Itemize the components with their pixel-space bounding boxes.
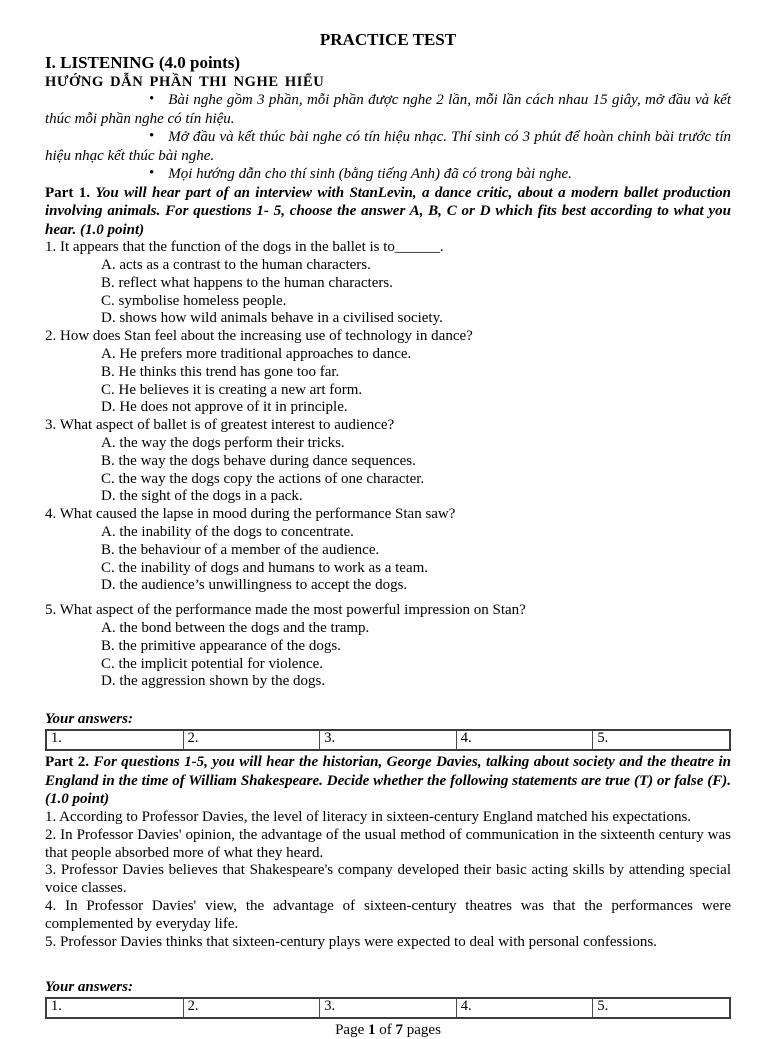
part2-intro bbox=[45, 753, 731, 809]
question-5 bbox=[45, 602, 731, 691]
option-c: C. the implicit potential for violence. bbox=[101, 655, 324, 672]
question-text: 4. What caused the lapse in mood during the performance Stan saw? bbox=[45, 506, 456, 523]
part2-intro-text: For questions 1-5, you will hear the historian, George Davies, talking about society and the theatre in England in the time of William Shakespeare. Decide whether the following statements are true (T) or false (F). (1.0 point) bbox=[45, 754, 731, 808]
part1-intro bbox=[45, 184, 731, 240]
answer-cell-1: 1. bbox=[46, 730, 183, 750]
part1-intro-text: You will hear part of an interview with StanLevin, a dance critic, about a modern ballet production involving animals. For questions 1- 5, choose the answer A, B, C or D which fits best according to what you hear. (1.0 point) bbox=[45, 184, 731, 238]
statement-3: 3. Professor Davies believes that Shakespeare's company developed their basic acting skills by attending special voice classes. bbox=[45, 862, 731, 897]
instruction-text: Mọi hướng dẫn cho thí sinh (bằng tiếng Anh) đã có trong bài nghe. bbox=[168, 166, 572, 182]
option-b: B. reflect what happens to the human characters. bbox=[101, 274, 393, 291]
instruction-text: Bài nghe gồm 3 phần, mỗi phần được nghe 2 lần, mỗi lần cách nhau 15 giây, mở đầu và kết thúc mỗi phần nghe có tín hiệu. bbox=[45, 92, 731, 127]
page-footer bbox=[45, 1021, 731, 1039]
statement-5: 5. Professor Davies thinks that sixteen-century plays were expected to deal with personal confessions. bbox=[45, 933, 657, 950]
option-d: D. the sight of the dogs in a pack. bbox=[101, 488, 303, 505]
answers-label-part2: Your answers: bbox=[45, 979, 133, 996]
option-c: C. He believes it is creating a new art form. bbox=[101, 381, 363, 398]
footer-pages-word: pages bbox=[403, 1022, 441, 1039]
option-b: B. the primitive appearance of the dogs. bbox=[101, 637, 341, 654]
answer-cell-2: 2. bbox=[183, 998, 320, 1018]
answers-row bbox=[46, 998, 730, 1018]
instruction-bullet bbox=[45, 91, 731, 128]
answer-cell-4: 4. bbox=[456, 998, 593, 1018]
question-2 bbox=[45, 328, 731, 417]
answer-cell-2: 2. bbox=[183, 730, 320, 750]
bullet-icon: • bbox=[149, 165, 155, 181]
option-b: B. the way the dogs behave during dance sequences. bbox=[101, 452, 416, 469]
instruction-bullet bbox=[45, 165, 731, 184]
footer-current-page: 1 bbox=[368, 1022, 376, 1039]
answer-cell-4: 4. bbox=[456, 730, 593, 750]
statement-4: 4. In Professor Davies' view, the advantage of sixteen-century theatres was that the performances were complemented by everyday life. bbox=[45, 897, 731, 932]
footer-total-pages: 7 bbox=[395, 1022, 403, 1039]
option-d: D. shows how wild animals behave in a civilised society. bbox=[101, 310, 443, 327]
answer-cell-5: 5. bbox=[593, 730, 730, 750]
option-d: D. the aggression shown by the dogs. bbox=[101, 673, 326, 690]
answer-cell-1: 1. bbox=[46, 998, 183, 1018]
option-a: A. the way the dogs perform their tricks. bbox=[101, 435, 345, 452]
bullet-icon: • bbox=[149, 128, 155, 144]
question-text: 3. What aspect of ballet is of greatest interest to audience? bbox=[45, 417, 395, 434]
option-a: A. acts as a contrast to the human characters. bbox=[101, 257, 371, 274]
part2-label: Part 2. bbox=[45, 754, 90, 771]
footer-page-word: Page bbox=[335, 1022, 368, 1039]
answers-row bbox=[46, 730, 730, 750]
instructions-heading: HƯỚNG DẪN PHẦN THI NGHE HIỂU bbox=[45, 74, 325, 90]
option-c: C. the way the dogs copy the actions of one character. bbox=[101, 470, 425, 487]
answers-table-part2 bbox=[45, 997, 731, 1019]
answer-cell-5: 5. bbox=[593, 998, 730, 1018]
option-c: C. symbolise homeless people. bbox=[101, 292, 287, 309]
question-text: 2. How does Stan feel about the increasing use of technology in dance? bbox=[45, 328, 473, 345]
option-b: B. the behaviour of a member of the audience. bbox=[101, 541, 380, 558]
question-text: 1. It appears that the function of the dogs in the ballet is to______. bbox=[45, 239, 444, 256]
option-d: D. He does not approve of it in principle. bbox=[101, 399, 348, 416]
option-a: A. the inability of the dogs to concentrate. bbox=[101, 524, 354, 541]
instruction-bullet bbox=[45, 128, 731, 165]
option-c: C. the inability of dogs and humans to work as a team. bbox=[101, 559, 429, 576]
answer-cell-3: 3. bbox=[320, 998, 457, 1018]
question-3 bbox=[45, 417, 731, 506]
instruction-text: Mở đầu và kết thúc bài nghe có tín hiệu nhạc. Thí sinh có 3 phút để hoàn chỉnh bài trước tín hiệu nhạc kết thúc bài nghe. bbox=[45, 129, 731, 164]
bullet-icon: • bbox=[149, 91, 155, 107]
part1-label: Part 1. bbox=[45, 184, 90, 201]
answers-table-part1 bbox=[45, 729, 731, 751]
option-a: A. He prefers more traditional approaches to dance. bbox=[101, 346, 412, 363]
answer-cell-3: 3. bbox=[320, 730, 457, 750]
page-title: PRACTICE TEST bbox=[319, 30, 457, 49]
statement-2: 2. In Professor Davies' opinion, the advantage of the usual method of communication in the sixteenth century was that people absorbed more of what they heard. bbox=[45, 826, 731, 861]
answers-label-part1: Your answers: bbox=[45, 711, 133, 728]
option-d: D. the audience’s unwillingness to accept the dogs. bbox=[101, 577, 408, 594]
question-text: 5. What aspect of the performance made the most powerful impression on Stan? bbox=[45, 602, 526, 619]
option-b: B. He thinks this trend has gone too far. bbox=[101, 363, 340, 380]
question-4 bbox=[45, 506, 731, 595]
question-1 bbox=[45, 239, 731, 328]
option-a: A. the bond between the dogs and the tramp. bbox=[101, 620, 370, 637]
footer-of-word: of bbox=[375, 1022, 396, 1039]
statement-1: 1. According to Professor Davies, the level of literacy in sixteen-century England matched his expectations. bbox=[45, 808, 692, 825]
section-heading-listening: I. LISTENING (4.0 points) bbox=[45, 53, 241, 72]
